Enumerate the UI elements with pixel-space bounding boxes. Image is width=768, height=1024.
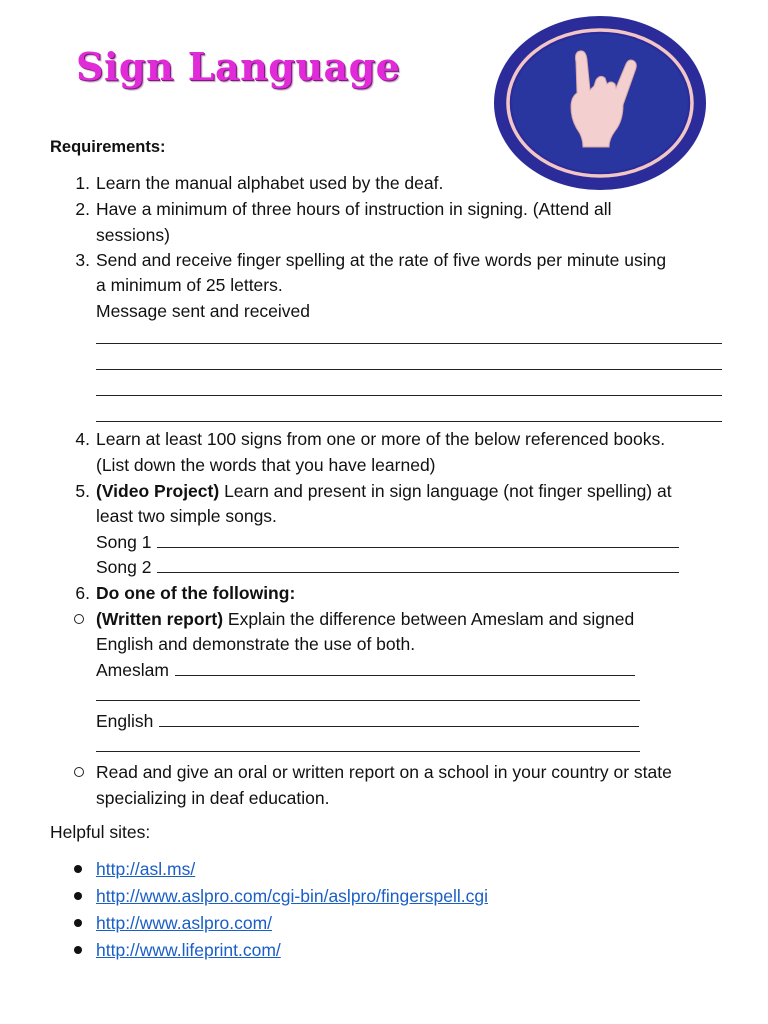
ameslam-label: Ameslam — [96, 660, 169, 680]
sign-language-badge — [492, 14, 708, 192]
item-number: 1. — [75, 173, 90, 193]
song-row — [96, 530, 679, 554]
answer-line[interactable] — [96, 369, 722, 370]
hollow-bullet-icon — [74, 614, 84, 624]
ameslam-line[interactable] — [175, 674, 635, 676]
answer-line[interactable] — [96, 751, 640, 752]
page-title: Sign Language — [76, 44, 401, 89]
helpful-sites-heading: Helpful sites: — [50, 822, 151, 842]
ameslam-row — [96, 658, 635, 682]
answer-line[interactable] — [96, 421, 722, 422]
item-text: Learn and present in sign language (not finger spelling) at — [224, 481, 672, 501]
answer-line[interactable] — [96, 700, 640, 701]
option-text: English and demonstrate the use of both. — [96, 634, 416, 654]
option-text-row — [96, 607, 634, 631]
english-row — [96, 709, 639, 733]
answer-line[interactable] — [96, 343, 722, 344]
item-bold-prefix: (Video Project) — [96, 481, 220, 501]
item-number: 5. — [75, 481, 90, 501]
bullet-icon — [74, 865, 82, 873]
song-row — [96, 555, 679, 579]
item-number: 4. — [75, 429, 90, 449]
song-2-line[interactable] — [157, 571, 679, 573]
item-number: 6. — [75, 583, 90, 603]
song-1-label: Song 1 — [96, 532, 152, 552]
bullet-icon — [74, 946, 82, 954]
item-text-row — [96, 479, 672, 503]
link-asl-ms[interactable]: http://asl.ms/ — [96, 859, 196, 879]
link-aslpro[interactable]: http://www.aslpro.com/ — [96, 913, 273, 933]
song-2-label: Song 2 — [96, 557, 152, 577]
item-text: least two simple songs. — [96, 506, 277, 526]
option-text: Read and give an oral or written report on a school in your country or state — [96, 762, 672, 782]
item-text: Have a minimum of three hours of instruction in signing. (Attend all — [96, 199, 612, 219]
link-lifeprint[interactable]: http://www.lifeprint.com/ — [96, 940, 281, 960]
item-text: (List down the words that you have learned) — [96, 455, 436, 475]
item-text: Do one of the following: — [96, 583, 296, 603]
hollow-bullet-icon — [74, 767, 84, 777]
item-text: Learn at least 100 signs from one or more of the below referenced books. — [96, 429, 666, 449]
option-bold-prefix: (Written report) — [96, 609, 224, 629]
item-text: Send and receive finger spelling at the rate of five words per minute using — [96, 250, 667, 270]
answer-line[interactable] — [96, 395, 722, 396]
item-text: sessions) — [96, 225, 170, 245]
item-text: Message sent and received — [96, 301, 311, 321]
requirements-heading: Requirements: — [50, 138, 166, 156]
item-number: 3. — [75, 250, 90, 270]
item-text: a minimum of 25 letters. — [96, 275, 283, 295]
item-number: 2. — [75, 199, 90, 219]
option-text: Explain the difference between Ameslam and signed — [227, 609, 635, 629]
song-1-line[interactable] — [157, 546, 679, 548]
link-aslpro-fingerspell[interactable]: http://www.aslpro.com/cgi-bin/aslpro/fingerspell.cgi — [96, 886, 488, 906]
english-line[interactable] — [159, 725, 639, 727]
english-label: English — [96, 711, 154, 731]
bullet-icon — [74, 919, 82, 927]
option-text: specializing in deaf education. — [96, 788, 330, 808]
item-text: Learn the manual alphabet used by the deaf. — [96, 173, 444, 193]
bullet-icon — [74, 892, 82, 900]
